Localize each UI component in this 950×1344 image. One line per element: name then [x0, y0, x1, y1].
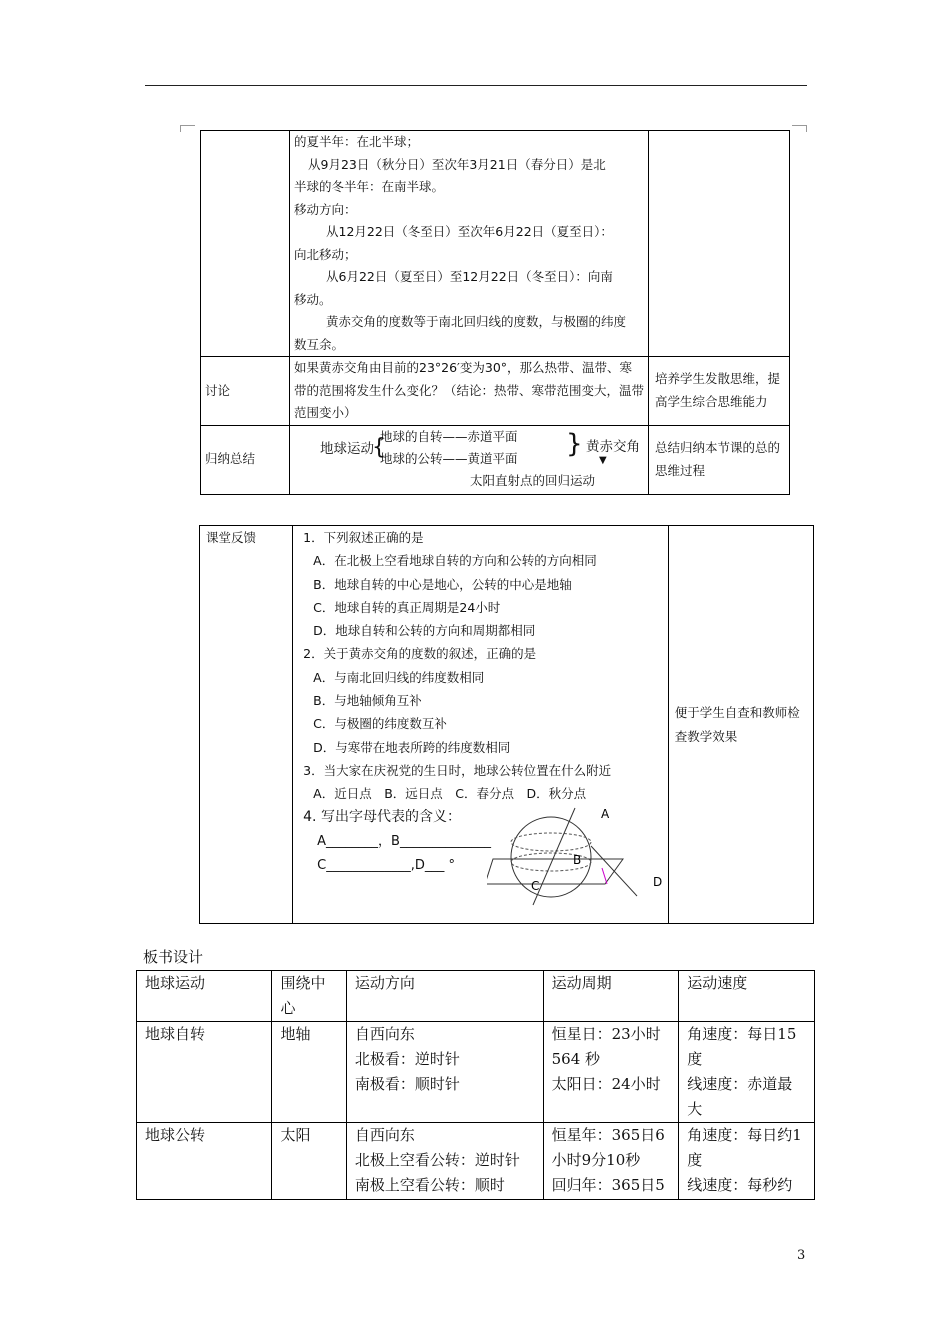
table-row: [137, 1022, 815, 1123]
page-number: 3: [797, 1248, 806, 1263]
table-cell: 恒星日：23小时564 秒 太阳日：24小时: [543, 1022, 679, 1123]
diagram-label-c: C: [531, 878, 540, 893]
option-line: B．与地轴倾角互补: [313, 693, 422, 709]
diagram-label-d: D: [653, 874, 663, 889]
crop-mark: [180, 125, 195, 132]
table-cell: 角速度：每日15度 线速度：赤道最大: [679, 1022, 815, 1123]
board-table: [136, 970, 815, 1200]
summary-diagram: [290, 425, 649, 494]
table-row: [137, 1123, 815, 1200]
option-line: C．与极圈的纬度数互补: [313, 716, 447, 732]
lesson-table-1: [200, 130, 790, 495]
option-line: A．在北极上空看地球自转的方向和公转的方向相同: [313, 553, 597, 569]
blank-line: C_____________,D___ °: [317, 857, 455, 873]
table-cell: 角速度：每日约1度 线速度：每秒约: [679, 1123, 815, 1200]
purpose-text: 总结归纳本节课的总的思维过程: [649, 425, 790, 494]
sun-point-text: 太阳直射点的回归运动: [470, 472, 596, 488]
table-row: [201, 357, 790, 426]
option-line: C．地球自转的真正周期是24小时: [313, 599, 501, 615]
row-label: 课堂反馈: [200, 526, 293, 924]
down-arrow-icon: ▼: [599, 454, 607, 466]
table-row: [201, 131, 790, 357]
crop-mark: [792, 125, 807, 132]
column-header: 运动方向: [346, 971, 543, 1022]
right-brace: }: [566, 428, 583, 459]
row-label: 讨论: [201, 357, 290, 426]
obliquity-text: 黄赤交角: [586, 438, 640, 455]
text-line: 从12月22日（冬至日）至次年6月22日（夏至日）：: [326, 224, 613, 239]
question-line: 4. 写出字母代表的含义：: [303, 808, 461, 825]
table-cell: [649, 131, 790, 357]
option-line: A．近日点 B．远日点 C．春分点 D．秋分点: [313, 786, 587, 802]
purpose-text: 便于学生自查和教师检查教学效果: [668, 526, 813, 924]
table-cell: 地球自转: [137, 1022, 272, 1123]
board-title: 板书设计: [143, 948, 204, 966]
text-line: 从9月23日（秋分日）至次年3月21日（春分日）是北: [308, 156, 606, 172]
text-line: 移动。: [294, 291, 332, 307]
text-line: 半球的冬半年：在南半球。: [294, 179, 445, 194]
table-row: [200, 526, 814, 924]
table-cell: 地轴: [272, 1022, 346, 1123]
row-label: 归纳总结: [201, 425, 290, 494]
table-cell: 自西向东 北极上空看公转：逆时针 南极上空看公转：顺时: [346, 1123, 543, 1200]
lesson-table-2: [199, 525, 814, 924]
diagram-label-a: A: [601, 806, 610, 821]
column-header: 运动速度: [679, 971, 815, 1022]
blank-line: A________，B______________: [317, 833, 491, 849]
table-row: [201, 425, 790, 494]
rotation-text: 地球的自转——赤道平面: [380, 428, 518, 444]
q4-area: [299, 806, 662, 914]
left-brace: {: [372, 434, 386, 460]
column-header: 运动周期: [543, 971, 679, 1022]
column-header: 地球运动: [137, 971, 272, 1022]
revolution-text: 地球的公转——黄道平面: [380, 450, 518, 466]
text-line: 黄赤交角的度数等于南北回归线的度数，与极圈的纬度: [326, 314, 627, 329]
table-cell: 太阳: [272, 1123, 346, 1200]
option-line: D．地球自转和公转的方向和周期都相同: [313, 623, 536, 639]
option-line: D．与寒带在地表所跨的纬度数相同: [313, 739, 511, 755]
text-line: 向北移动；: [294, 246, 357, 262]
option-line: B．地球自转的中心是地心，公转的中心是地轴: [313, 576, 572, 592]
text-line: 的夏半年：在北半球；: [294, 134, 420, 149]
table-cell: [290, 131, 649, 357]
table-cell: 地球公转: [137, 1123, 272, 1200]
text-line: 数互余。: [294, 336, 345, 352]
table-cell: 自西向东 北极看：逆时针 南极看：顺时针: [346, 1022, 543, 1123]
question-line: 3．当大家在庆祝党的生日时，地球公转位置在什么附近: [303, 762, 612, 778]
feedback-cell: [293, 526, 669, 924]
text-line: 从6月22日（夏至日）至12月22日（冬至日）：向南: [326, 269, 613, 284]
column-header: 围绕中心: [272, 971, 346, 1022]
table-cell: [201, 131, 290, 357]
purpose-text: 培养学生发散思维，提高学生综合思维能力: [649, 357, 790, 426]
earth-motion-label: 地球运动: [320, 440, 374, 457]
option-line: A．与南北回归线的纬度数相同: [313, 669, 485, 685]
header-rule: [145, 85, 807, 86]
table-header-row: [137, 971, 815, 1022]
table-cell: 恒星年：365日6小时9分10秒 回归年：365日5: [543, 1123, 679, 1200]
question-line: 2．关于黄赤交角的度数的叙述，正确的是: [303, 646, 537, 662]
question-line: 1．下列叙述正确的是: [303, 530, 424, 545]
diagram-label-b: B: [573, 852, 582, 867]
text-line: 移动方向：: [294, 201, 357, 217]
discussion-text: 如果黄赤交角由目前的23°26′变为30°，那么热带、温带、寒带的范围将发生什么变化？（结论：热带、寒带范围变大，温带范围变小）: [290, 357, 649, 426]
earth-orbit-diagram: [487, 804, 687, 908]
